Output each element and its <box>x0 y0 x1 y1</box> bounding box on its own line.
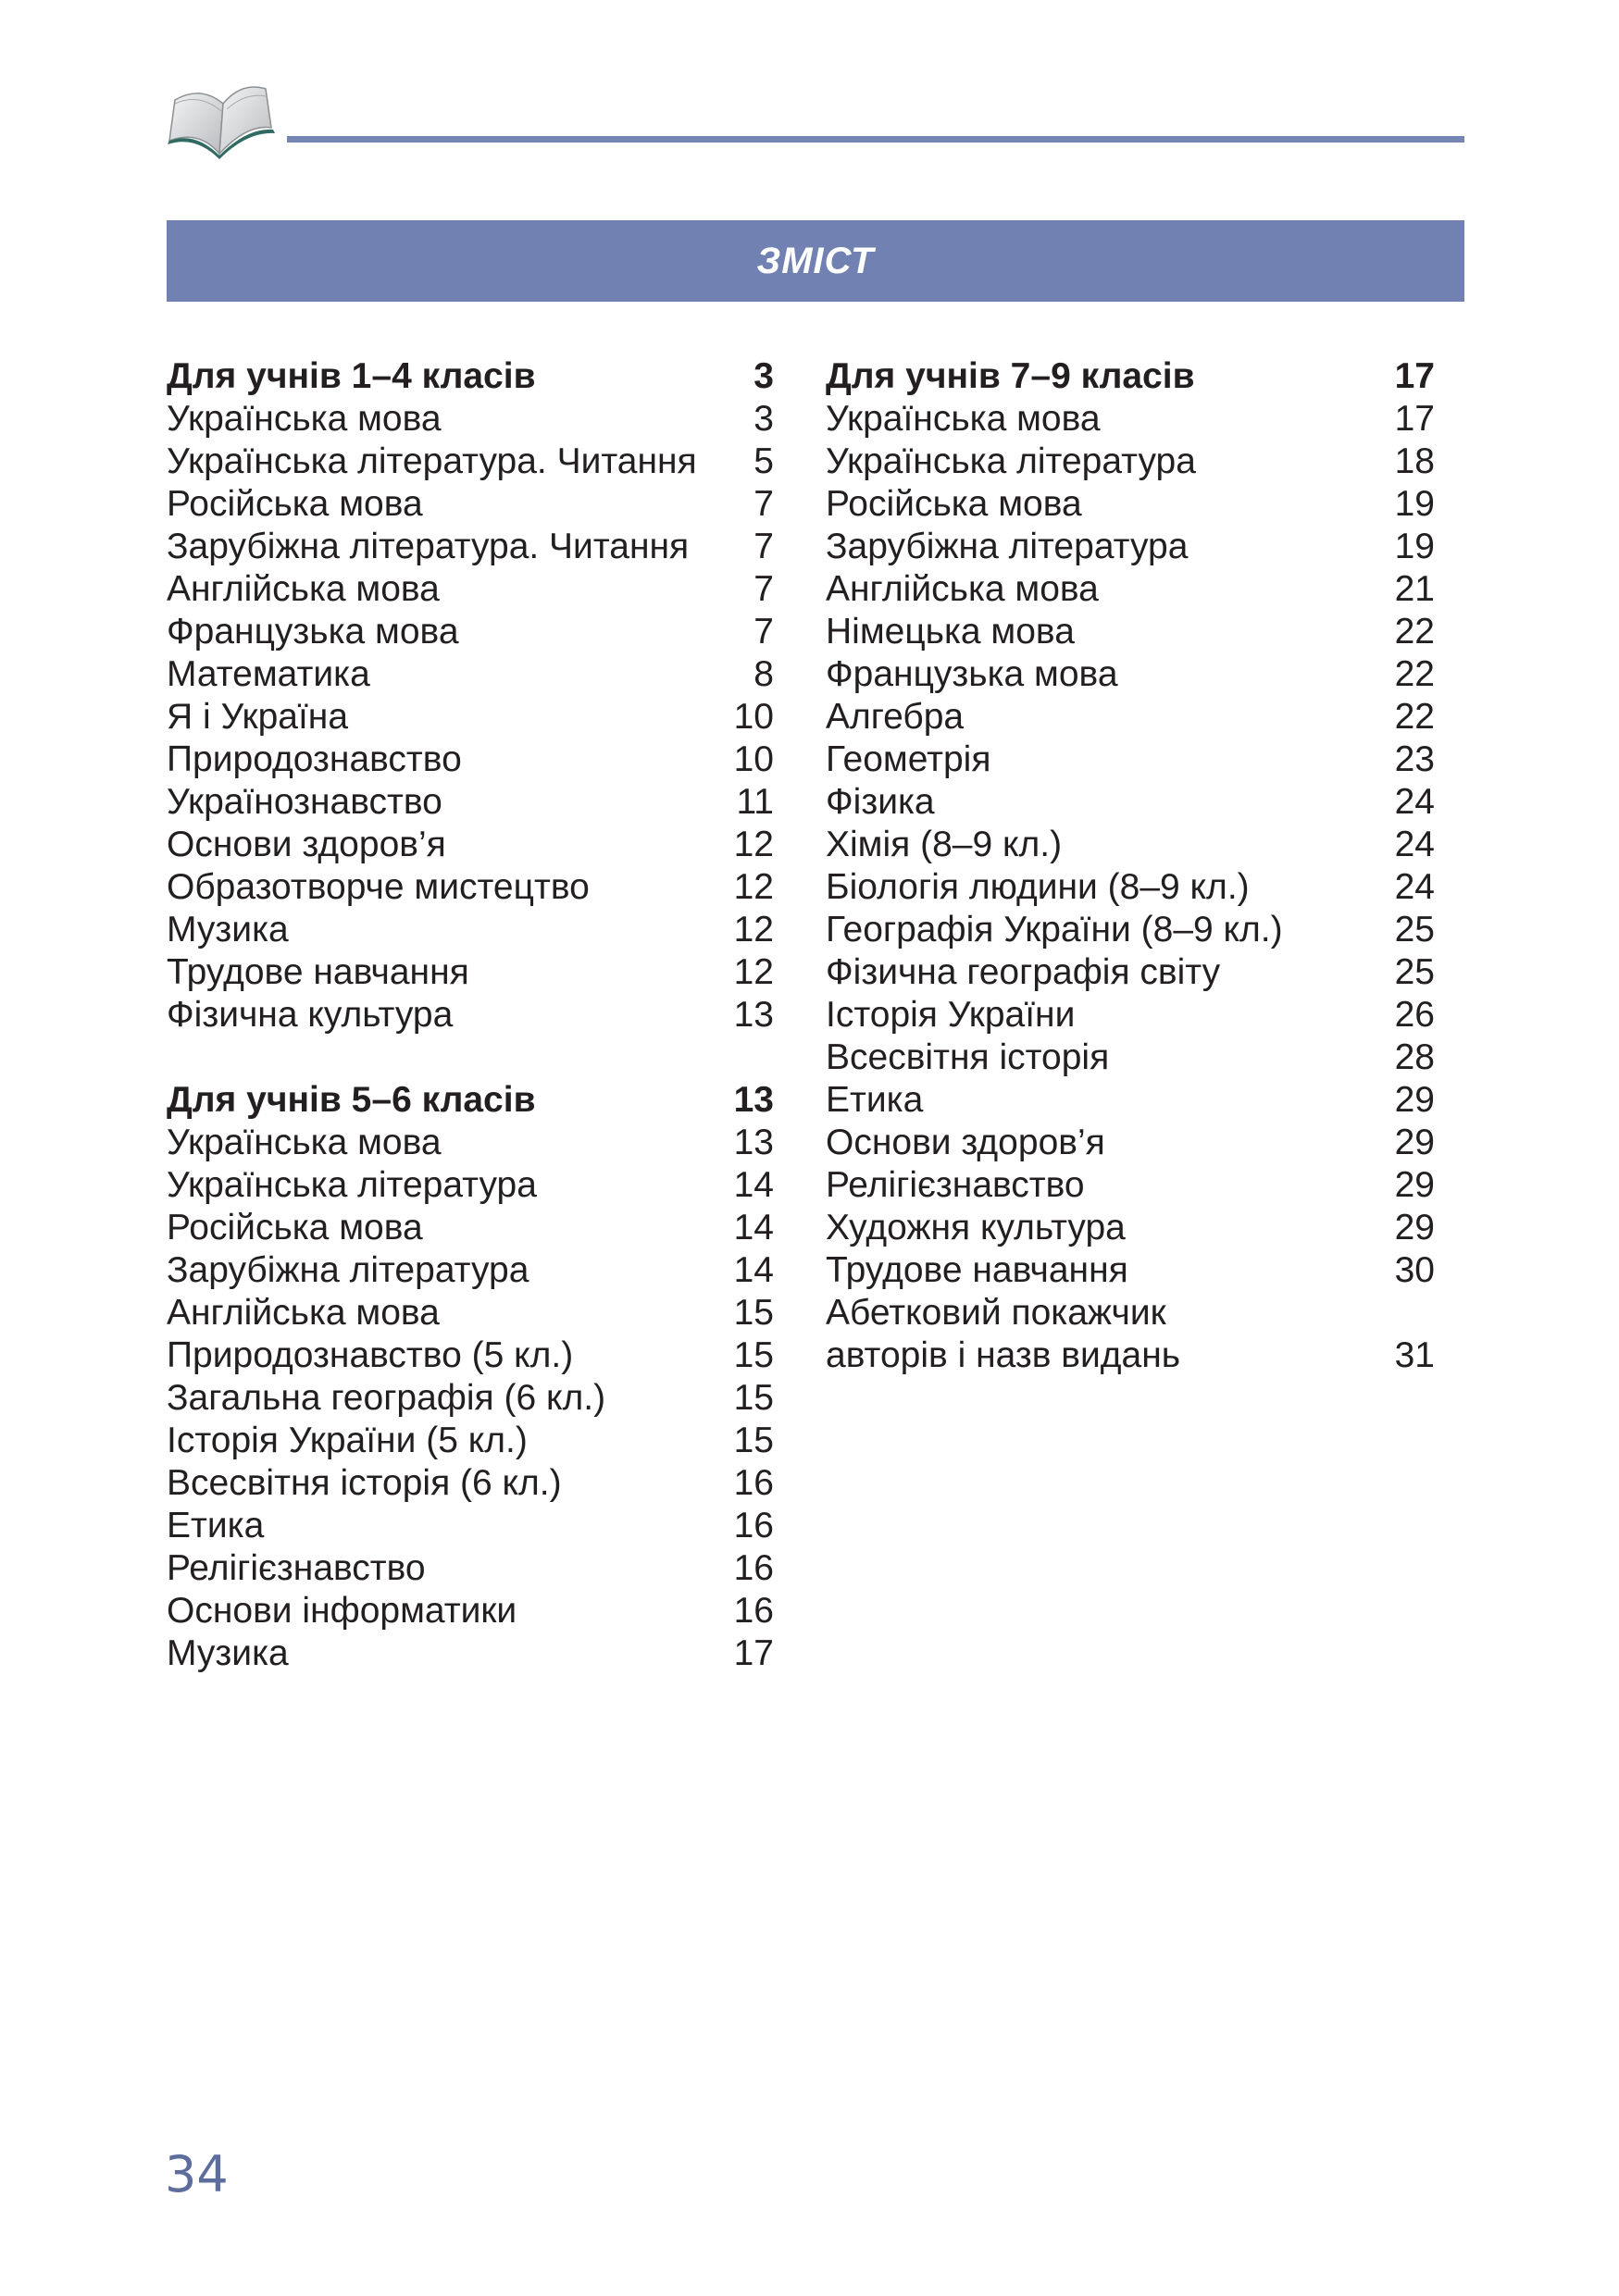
toc-entry[interactable] <box>167 781 774 824</box>
toc-entry-page: 5 <box>753 441 774 481</box>
toc-entry-page: 31 <box>1394 1335 1435 1375</box>
toc-entry[interactable] <box>826 526 1435 568</box>
toc-entry-label: Природознавство <box>167 739 462 779</box>
toc-entry-label: Німецька мова <box>826 612 1075 652</box>
toc-entry-label: Зарубіжна література <box>826 527 1189 566</box>
toc-section-grades-7-9 <box>826 355 1435 1377</box>
toc-entry-page: 8 <box>753 654 774 694</box>
toc-entry[interactable] <box>167 951 774 994</box>
toc-entry[interactable] <box>167 1632 774 1675</box>
toc-entry[interactable] <box>167 653 774 696</box>
toc-entry[interactable] <box>167 1505 774 1547</box>
toc-entry-page: 15 <box>733 1378 774 1418</box>
toc-heading-page: 17 <box>1394 356 1435 396</box>
toc-entry-page: 13 <box>733 1123 774 1162</box>
toc-entry-label: Всесвітня історія (6 кл.) <box>167 1463 562 1503</box>
toc-entry-label: Математика <box>167 654 370 694</box>
toc-entry[interactable] <box>826 568 1435 611</box>
toc-entry-page: 14 <box>733 1208 774 1247</box>
toc-entry[interactable] <box>826 1036 1435 1079</box>
toc-entry-page: 12 <box>733 952 774 992</box>
toc-entry-page: 10 <box>733 697 774 737</box>
toc-entry[interactable] <box>167 909 774 951</box>
toc-entry-page: 16 <box>733 1506 774 1545</box>
toc-entry-label: Музика <box>167 910 289 949</box>
toc-entry-page: 14 <box>733 1250 774 1290</box>
toc-entry[interactable] <box>167 824 774 866</box>
toc-entry-page: 7 <box>753 484 774 524</box>
toc-entry-label: Я і Україна <box>167 697 349 737</box>
toc-entry[interactable] <box>167 568 774 611</box>
toc-entry-label: Біологія людини (8–9 кл.) <box>826 867 1250 907</box>
toc-entry-page: 10 <box>733 739 774 779</box>
toc-index-entry-line1[interactable] <box>826 1292 1435 1334</box>
toc-entry[interactable] <box>167 526 774 568</box>
toc-entry-page: 22 <box>1394 697 1435 737</box>
toc-entry-page: 18 <box>1394 441 1435 481</box>
toc-entry-label: Алгебра <box>826 697 965 737</box>
toc-entry[interactable] <box>167 1590 774 1632</box>
toc-heading-label: Для учнів 1–4 класів <box>167 356 536 396</box>
toc-entry[interactable] <box>826 483 1435 526</box>
toc-entry[interactable] <box>167 1292 774 1334</box>
toc-entry-label: Українознавство <box>167 782 442 822</box>
toc-entry[interactable] <box>167 866 774 909</box>
toc-entry-page: 23 <box>1394 739 1435 779</box>
toc-entry-page: 22 <box>1394 612 1435 652</box>
toc-entry-page: 12 <box>733 910 774 949</box>
toc-entry-label: Музика <box>167 1633 289 1673</box>
toc-entry-page: 24 <box>1394 782 1435 822</box>
toc-heading-label: Для учнів 5–6 класів <box>167 1080 536 1120</box>
toc-entry[interactable] <box>826 1249 1435 1292</box>
toc-entry-label: Історія України <box>826 995 1076 1035</box>
toc-entry-page: 7 <box>753 527 774 566</box>
contents-title: ЗМІСТ <box>167 220 1464 302</box>
toc-entry-page: 12 <box>733 867 774 907</box>
toc-entry[interactable] <box>167 611 774 653</box>
toc-entry[interactable] <box>826 696 1435 738</box>
toc-entry[interactable] <box>167 738 774 781</box>
toc-entry-page: 15 <box>733 1293 774 1333</box>
toc-entry[interactable] <box>167 483 774 526</box>
toc-entry[interactable] <box>167 1207 774 1249</box>
toc-heading-page: 3 <box>753 356 774 396</box>
toc-entry-page: 22 <box>1394 654 1435 694</box>
toc-entry-page: 15 <box>733 1421 774 1460</box>
toc-entry-label: Історія України (5 кл.) <box>167 1421 528 1460</box>
toc-entry-page: 29 <box>1394 1123 1435 1162</box>
toc-entry[interactable] <box>826 909 1435 951</box>
toc-entry-label: Зарубіжна література. Читання <box>167 527 690 566</box>
toc-section-heading[interactable] <box>826 355 1435 398</box>
toc-entry-page: 21 <box>1394 569 1435 609</box>
toc-entry-page: 15 <box>733 1335 774 1375</box>
toc-entry-page: 7 <box>753 612 774 652</box>
toc-entry-label: Всесвітня історія <box>826 1037 1110 1077</box>
toc-entry[interactable] <box>826 398 1435 441</box>
toc-entry-label: Абетковий покажчик <box>826 1293 1166 1333</box>
toc-entry[interactable] <box>826 781 1435 824</box>
toc-entry-label: Основи здоров’я <box>826 1123 1105 1162</box>
toc-section-grades-5-6 <box>167 1079 774 1675</box>
toc-section-grades-1-4 <box>167 355 774 1036</box>
toc-entry[interactable] <box>826 1079 1435 1122</box>
toc-entry-label: Англійська мова <box>826 569 1099 609</box>
toc-entry-page: 29 <box>1394 1080 1435 1120</box>
toc-entry-page: 7 <box>753 569 774 609</box>
toc-entry-label: Етика <box>167 1506 265 1545</box>
toc-entry[interactable] <box>167 1462 774 1505</box>
toc-entry[interactable] <box>167 1249 774 1292</box>
toc-entry[interactable] <box>826 1122 1435 1164</box>
toc-entry-page: 13 <box>733 995 774 1035</box>
toc-entry-label: Українська література. Читання <box>167 441 697 481</box>
toc-entry-label: Релігієзнавство <box>167 1548 426 1588</box>
toc-entry-label: Російська мова <box>826 484 1082 524</box>
toc-entry-page: 29 <box>1394 1165 1435 1205</box>
toc-entry-label: Образотворче мистецтво <box>167 867 590 907</box>
toc-entry-label: Основи здоров’я <box>167 825 446 864</box>
toc-entry-page: 17 <box>1394 399 1435 439</box>
toc-entry[interactable] <box>167 1547 774 1590</box>
toc-entry-page: 16 <box>733 1591 774 1631</box>
toc-entry-label: Англійська мова <box>167 1293 440 1333</box>
toc-entry-label: Етика <box>826 1080 924 1120</box>
toc-entry-label: Українська література <box>167 1165 537 1205</box>
toc-entry[interactable] <box>826 1207 1435 1249</box>
toc-entry-label: Основи інформатики <box>167 1591 517 1631</box>
toc-entry[interactable] <box>826 441 1435 483</box>
toc-entry-label: Українська література <box>826 441 1196 481</box>
toc-entry-page: 19 <box>1394 527 1435 566</box>
toc-entry-page: 16 <box>733 1548 774 1588</box>
toc-section-heading[interactable] <box>167 355 774 398</box>
toc-entry-page: 25 <box>1394 952 1435 992</box>
toc-entry-label: Українська мова <box>167 1123 442 1162</box>
open-book-icon <box>162 76 282 168</box>
toc-entry-page: 16 <box>733 1463 774 1503</box>
toc-entry-page: 14 <box>733 1165 774 1205</box>
toc-entry-label: Трудове навчання <box>167 952 469 992</box>
toc-entry[interactable] <box>826 1164 1435 1207</box>
toc-entry-label: Художня культура <box>826 1208 1126 1247</box>
section-spacer <box>167 1036 774 1079</box>
toc-entry-label: Англійська мова <box>167 569 440 609</box>
toc-entry-label: авторів і назв видань <box>826 1335 1181 1375</box>
toc-entry-label: Російська мова <box>167 1208 423 1247</box>
toc-entry[interactable] <box>167 398 774 441</box>
toc-entry[interactable] <box>826 951 1435 994</box>
toc-entry-label: Французька мова <box>826 654 1118 694</box>
toc-entry[interactable] <box>167 994 774 1036</box>
toc-entry-page: 12 <box>733 825 774 864</box>
toc-entry-label: Загальна географія (6 кл.) <box>167 1378 606 1418</box>
toc-entry-page: 25 <box>1394 910 1435 949</box>
toc-entry[interactable] <box>167 1334 774 1377</box>
toc-entry-label: Російська мова <box>167 484 423 524</box>
toc-entry-label: Українська мова <box>167 399 442 439</box>
toc-entry[interactable] <box>826 611 1435 653</box>
toc-entry[interactable] <box>826 994 1435 1036</box>
header-rule <box>287 136 1464 143</box>
toc-left-column <box>167 355 774 1675</box>
toc-entry-label: Географія України (8–9 кл.) <box>826 910 1283 949</box>
toc-index-entry-line2[interactable] <box>826 1334 1435 1377</box>
toc-heading-label: Для учнів 7–9 класів <box>826 356 1195 396</box>
toc-entry-page: 24 <box>1394 825 1435 864</box>
toc-entry-label: Трудове навчання <box>826 1250 1128 1290</box>
toc-entry[interactable] <box>826 824 1435 866</box>
toc-entry-label: Природознавство (5 кл.) <box>167 1335 574 1375</box>
toc-entry-label: Французька мова <box>167 612 459 652</box>
toc-entry[interactable] <box>167 696 774 738</box>
toc-entry-page: 26 <box>1394 995 1435 1035</box>
toc-entry-label: Фізична культура <box>167 995 454 1035</box>
toc-heading-page: 13 <box>733 1080 774 1120</box>
toc-entry-label: Фізика <box>826 782 935 822</box>
toc-entry[interactable] <box>167 441 774 483</box>
toc-entry-label: Геометрія <box>826 739 991 779</box>
toc-section-heading[interactable] <box>167 1079 774 1122</box>
toc-entry-page: 3 <box>753 399 774 439</box>
toc-entry-page: 24 <box>1394 867 1435 907</box>
toc-entry-label: Українська мова <box>826 399 1101 439</box>
toc-entry-page: 19 <box>1394 484 1435 524</box>
toc-entry[interactable] <box>167 1122 774 1164</box>
toc-entry-label: Релігієзнавство <box>826 1165 1085 1205</box>
toc-entry-label: Фізична географія світу <box>826 952 1221 992</box>
toc-entry-page: 17 <box>733 1633 774 1673</box>
toc-entry-label: Хімія (8–9 кл.) <box>826 825 1063 864</box>
toc-entry[interactable] <box>167 1420 774 1462</box>
toc-entry[interactable] <box>167 1164 774 1207</box>
toc-entry[interactable] <box>167 1377 774 1420</box>
toc-entry-page: 30 <box>1394 1250 1435 1290</box>
toc-entry-page: 11 <box>736 782 774 822</box>
toc-entry[interactable] <box>826 653 1435 696</box>
toc-entry[interactable] <box>826 738 1435 781</box>
toc-entry[interactable] <box>826 866 1435 909</box>
page-number: 34 <box>165 2145 229 2203</box>
toc-right-column <box>826 355 1435 1377</box>
toc-entry-label: Зарубіжна література <box>167 1250 529 1290</box>
toc-entry-page: 29 <box>1394 1208 1435 1247</box>
toc-entry-page: 28 <box>1394 1037 1435 1077</box>
